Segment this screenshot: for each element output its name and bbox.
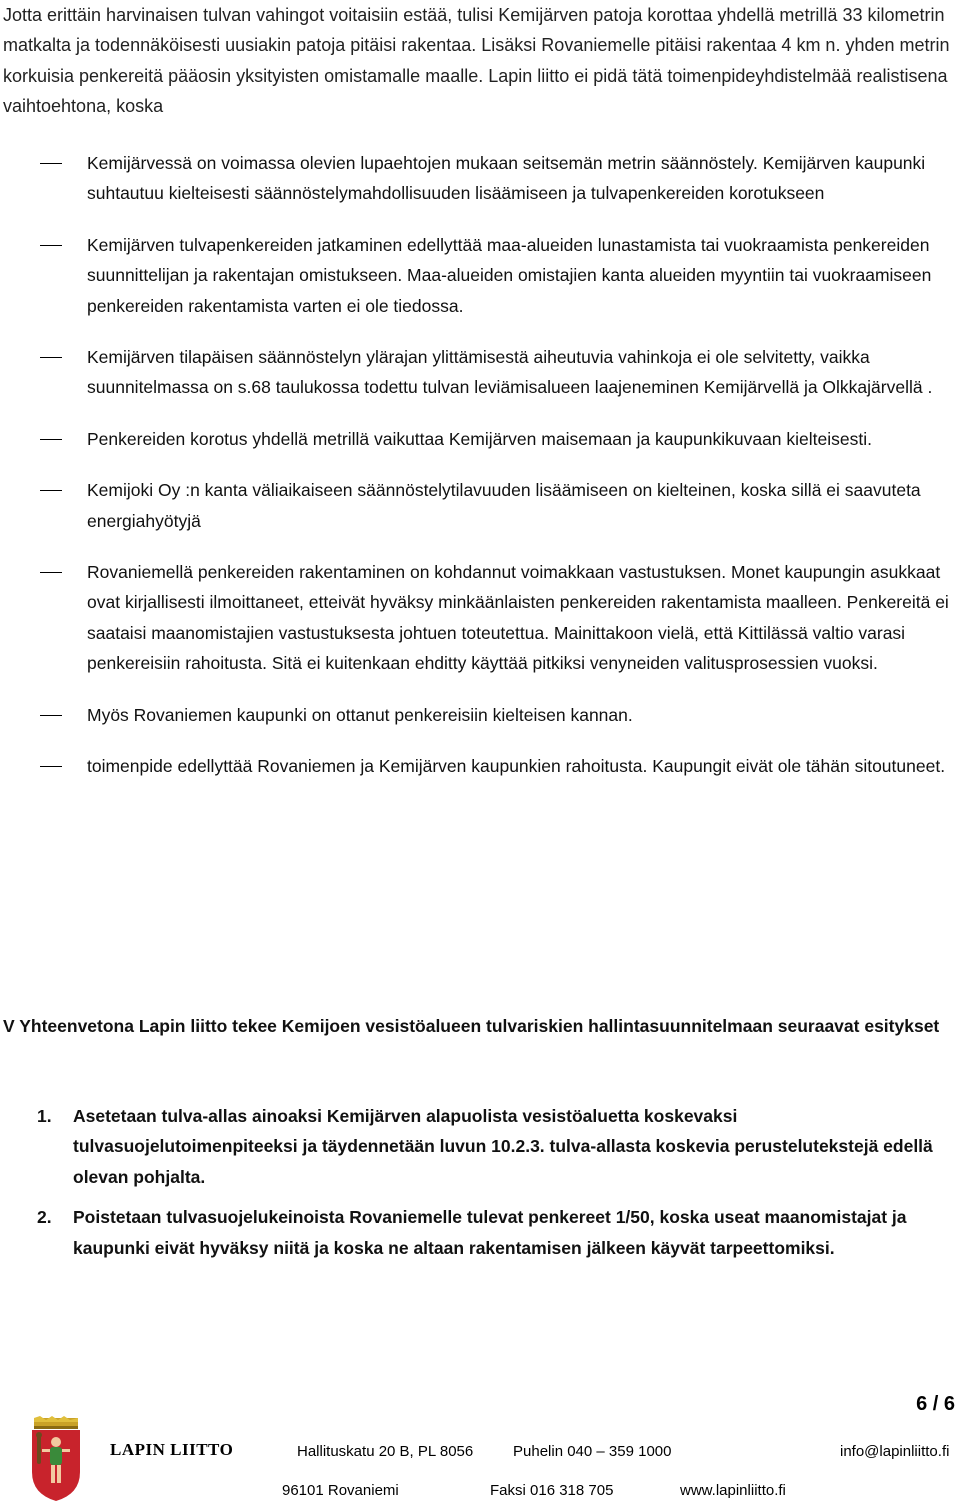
bullet-list	[0, 148, 960, 803]
dash-icon	[40, 572, 62, 573]
list-item	[0, 751, 960, 781]
dash-icon	[40, 439, 62, 440]
dash-icon	[40, 245, 62, 246]
bullet-text: Kemijärven tulvapenkereiden jatkaminen edellyttää maa-alueiden lunastamista tai vuokraamista penkereiden suunnittelijan ja rakentajan omistukseen. Maa-alueiden omistajien kanta alueiden myyntiin tai vuokraamiseen penkereiden rakentamista varten ei ole tiedossa.	[87, 234, 932, 316]
footer-email[interactable]: info@lapinliitto.fi	[840, 1443, 950, 1460]
list-item	[0, 230, 960, 321]
bullet-text: Myös Rovaniemen kaupunki on ottanut penkereisiin kielteisen kannan.	[87, 704, 633, 725]
intro-paragraph: Jotta erittäin harvinaisen tulvan vahingot voitaisiin estää, tulisi Kemijärven patoja korottaa yhdellä metrillä 33 kilometrin matkalta ja todennäköisesti uusiakin patoja pitäisi rakentaa. Lisäksi Rovaniemelle pitäisi rakentaa 4 km n. yhden metrin korkuisia penkereitä pääosin yksityisten omistamalle maalle. Lapin liitto ei pidä tätä toimenpideyhdistelmää realistisena vaihtoehtona, koska	[3, 5, 950, 117]
bullet-text: Kemijärvessä on voimassa olevien lupaehtojen mukaan seitsemän metrin säännöstely. Kemijärven kaupunki suhtautuu kielteisesti säännöstelymahdollisuuden lisäämiseen ja tulvapenkereiden korotukseen	[87, 153, 926, 204]
proposal-text: Asetetaan tulva-allas ainoaksi Kemijärven alapuolista vesistöaluetta koskevaksi tulvasuojelutoimenpiteeksi ja täydennetään luvun 10.2.3. tulva-allasta koskevia perustelutekstejä edellä olevan pohjalta.	[73, 1106, 933, 1187]
proposal-list	[0, 1101, 960, 1273]
bullet-text: Rovaniemellä penkereiden rakentaminen on kohdannut voimakkaan vastustuksen. Monet kaupungin asukkaat ovat kirjallisesti ilmoittaneet, etteivät hyväksy minkäänlaisten penkereiden rakentamista maalleen. Penkereitä ei saataisi maanomistajien vastustuksesta johtuen toteutettua. Mainittakoon vielä, että Kittilässä valtio varasi penkereisiin rahoitusta. Sitä ei kuitenkaan ehditty käyttää pitkiksi venyneiden valitusprosessien vuoksi.	[87, 562, 949, 674]
list-item	[0, 475, 960, 536]
footer-website[interactable]: www.lapinliitto.fi	[680, 1482, 786, 1499]
list-item	[0, 342, 960, 403]
list-item	[0, 1101, 960, 1192]
footer-brand: LAPIN LIITTO	[110, 1440, 234, 1459]
page-number: 6 / 6	[916, 1393, 955, 1415]
dash-icon	[40, 163, 62, 164]
bullet-text: toimenpide edellyttää Rovaniemen ja Kemijärven kaupunkien rahoitusta. Kaupungit eivät ole tähän sitoutuneet.	[87, 756, 946, 777]
bullet-text: Kemijoki Oy :n kanta väliaikaiseen säännöstelytilavuuden lisäämiseen on kielteinen, koska sillä ei saavuteta energiahyötyjä	[87, 480, 921, 531]
section-heading: V Yhteenvetona Lapin liitto tekee Kemijoen vesistöalueen tulvariskien hallintasuunnitelmaan seuraavat esitykset	[3, 1016, 940, 1036]
item-number: 1.	[37, 1106, 52, 1126]
footer-phone: Puhelin 040 – 359 1000	[513, 1443, 672, 1460]
footer-address: Hallituskatu 20 B, PL 8056	[297, 1443, 474, 1460]
item-number: 2.	[37, 1207, 52, 1228]
list-item	[0, 424, 960, 454]
list-item	[0, 557, 960, 679]
list-item	[0, 148, 960, 209]
list-item	[0, 1202, 960, 1263]
footer-city: 96101 Rovaniemi	[282, 1482, 399, 1499]
proposal-text: Poistetaan tulvasuojelukeinoista Rovaniemelle tulevat penkereet 1/50, koska useat maanomistajat ja kaupunki eivät hyväksy niitä ja koska ne altaan rakentamisen jälkeen käyvät tarpeettomiksi.	[73, 1207, 907, 1258]
list-item	[0, 700, 960, 730]
footer-fax: Faksi 016 318 705	[490, 1482, 614, 1499]
dash-icon	[40, 490, 62, 491]
bullet-text: Penkereiden korotus yhdellä metrillä vaikuttaa Kemijärven maisemaan ja kaupunkikuvaan kielteisesti.	[87, 428, 872, 449]
dash-icon	[40, 715, 62, 716]
dash-icon	[40, 766, 62, 767]
bullet-text: Kemijärven tilapäisen säännöstelyn ylärajan ylittämisestä aiheutuvia vahinkoja ei ole selvitetty, vaikka suunnitelmassa on s.68 taulukossa todettu tulvan leviämisalueen laajeneminen Kemijärvellä ja Olkkajärvellä .	[87, 347, 933, 398]
dash-icon	[40, 357, 62, 358]
page-footer	[0, 1428, 960, 1505]
